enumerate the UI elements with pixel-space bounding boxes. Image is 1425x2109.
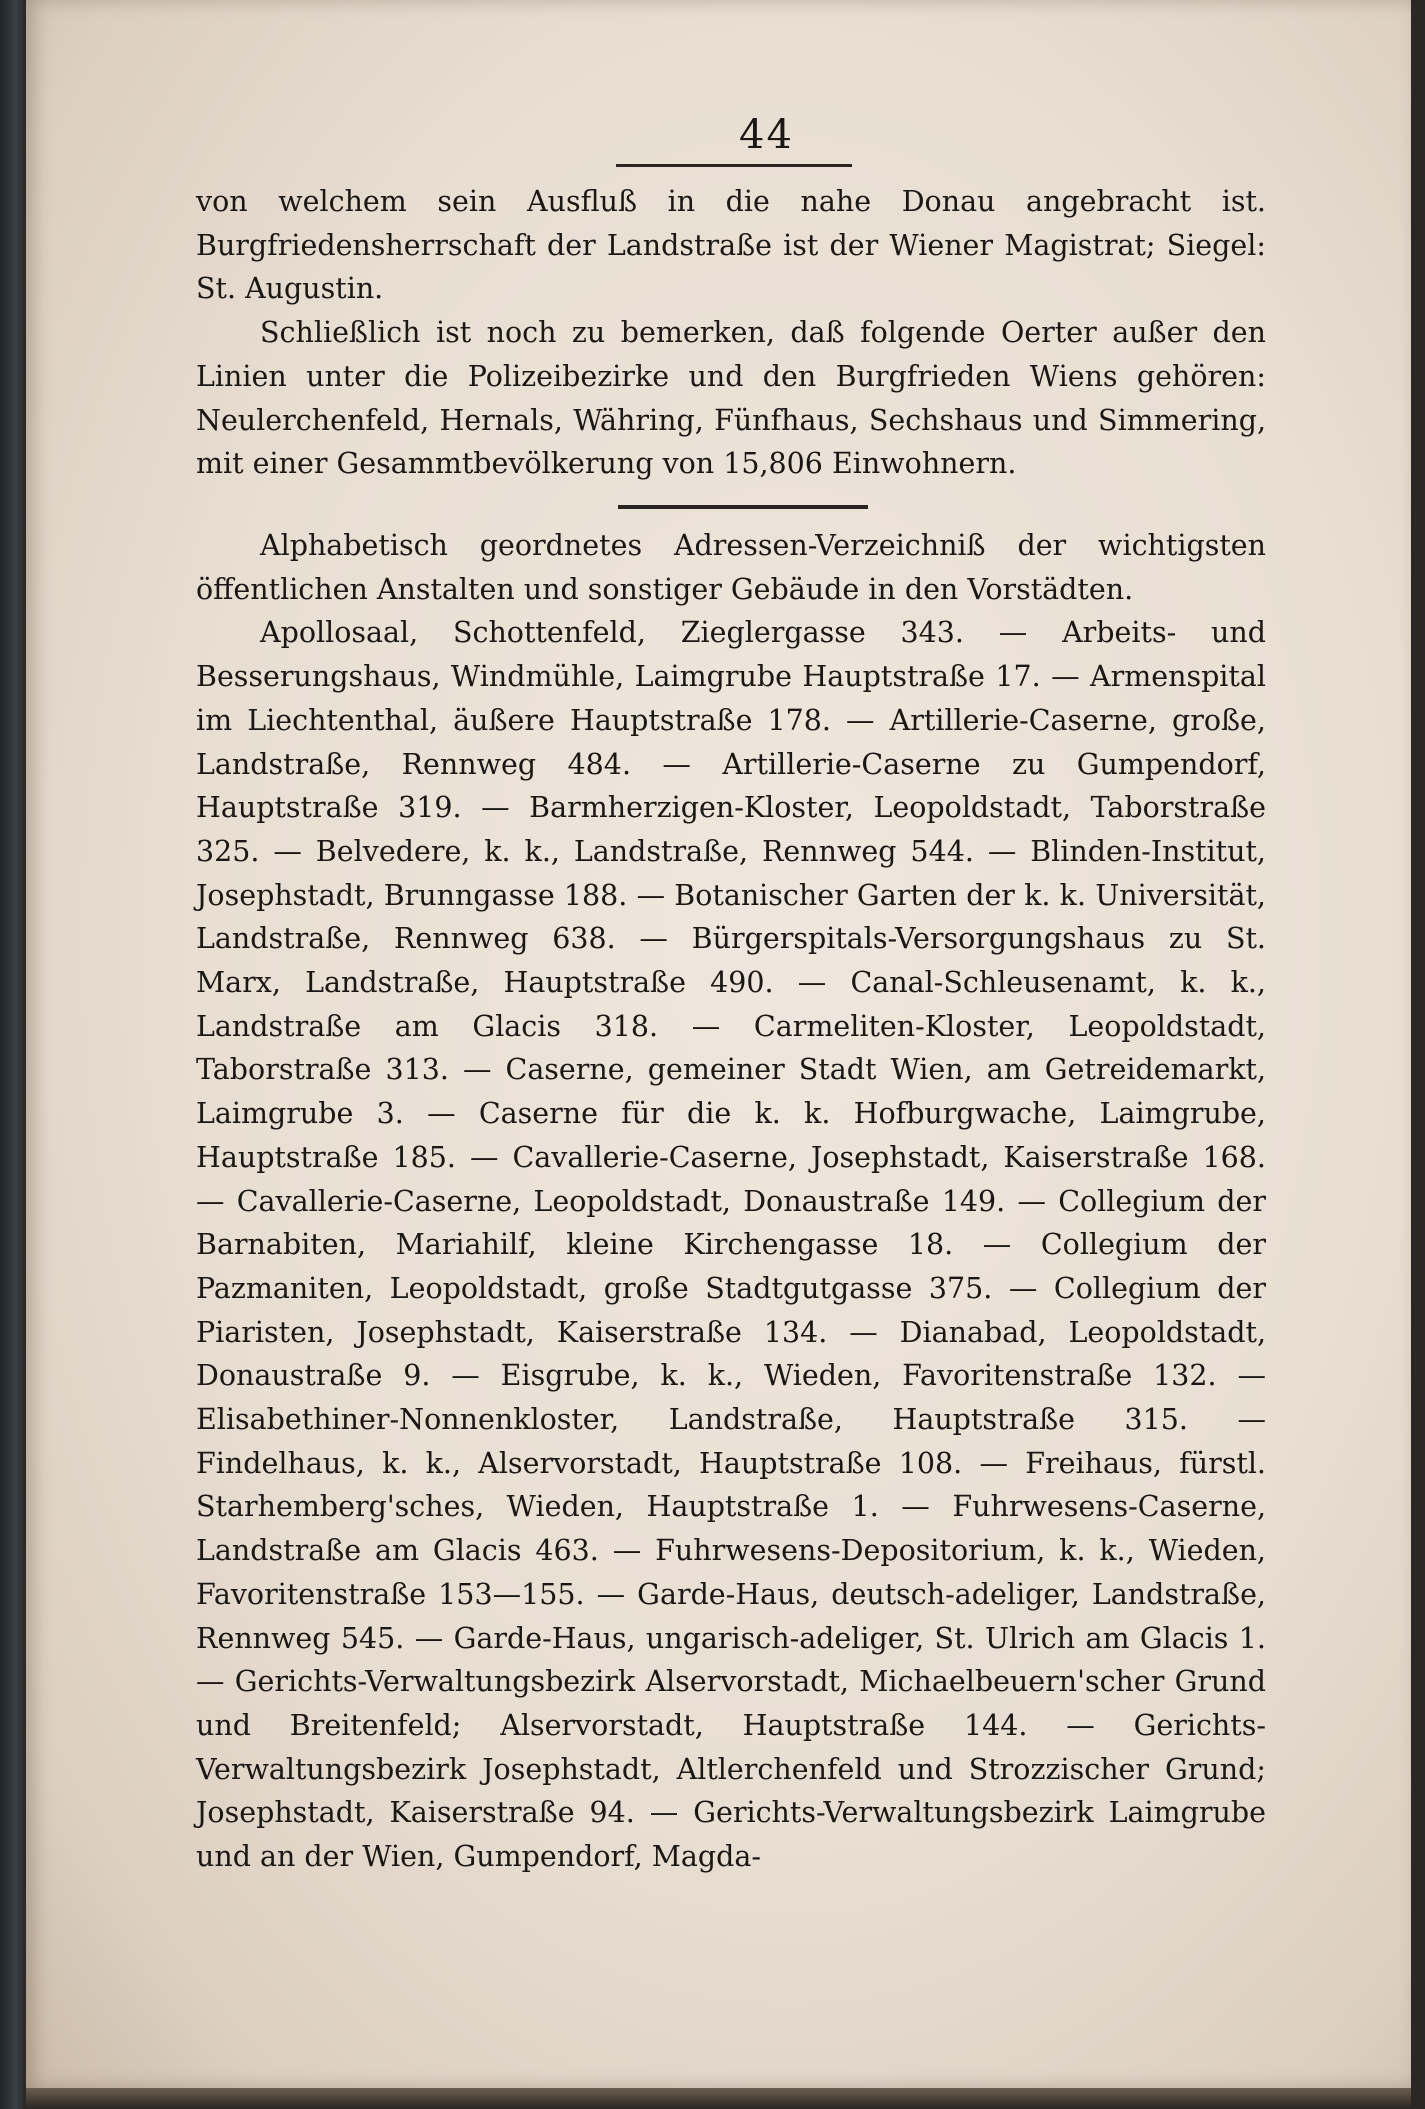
address-directory xyxy=(196,524,1266,1879)
text-block-top xyxy=(196,180,1266,486)
section-divider xyxy=(618,505,868,509)
paragraph: von welchem sein Ausfluß in die nahe Donau angebracht ist. Burgfriedensherrschaft der Landstraße ist der Wiener Magistrat; Siegel: St. Augustin. xyxy=(196,185,1266,306)
directory-entries: Apollosaal, Schottenfeld, Zieglergasse 343. — Arbeits- und Besserungshaus, Windmühle, Laimgrube Hauptstraße 17. — Armenspital im Liechtenthal, äußere Hauptstraße 178. — Artillerie-Caserne, große, Landstraße, Rennweg 484. — Artillerie-Caserne zu Gumpendorf, Hauptstraße 319. — Barmherzigen-Kloster, Leopoldstadt, Taborstraße 325. — Belvedere, k. k., Landstraße, Rennweg 544. — Blinden-Institut, Josephstadt, Brunngasse 188. — Botanischer Garten der k. k. Universität, Landstraße, Rennweg 638. — Bürgerspitals-Versorgungshaus zu St. Marx, Landstraße, Hauptstraße 490. — Canal-Schleusenamt, k. k., Landstraße am Glacis 318. — Carmeliten-Kloster, Leopoldstadt, Taborstraße 313. — Caserne, gemeiner Stadt Wien, am Getreidemarkt, Laimgrube 3. — Caserne für die k. k. Hofburgwache, Laimgrube, Hauptstraße 185. — Cavallerie-Caserne, Josephstadt, Kaiserstraße 168. — Cavallerie-Caserne, Leopoldstadt, Donaustraße 149. — Collegium der Barnabiten, Mariahilf, kleine Kirchengasse 18. — Collegium der Pazmaniten, Leopoldstadt, große Stadtgutgasse 375. — Collegium der Piaristen, Josephstadt, Kaiserstraße 134. — Dianabad, Leopoldstadt, Donaustraße 9. — Eisgrube, k. k., Wieden, Favoritenstraße 132. — Elisabethiner-Nonnenkloster, Landstraße, Hauptstraße 315. — Findelhaus, k. k., Alservorstadt, Hauptstraße 108. — Freihaus, fürstl. Starhemberg'sches, Wieden, Hauptstraße 1. — Fuhrwesens-Caserne, Landstraße am Glacis 463. — Fuhrwesens-Depositorium, k. k., Wieden, Favoritenstraße 153—155. — Garde-Haus, deutsch-adeliger, Landstraße, Rennweg 545. — Garde-Haus, ungarisch-adeliger, St. Ulrich am Glacis 1. — Gerichts-Verwaltungsbezirk Alservorstadt, Michaelbeuern'scher Grund und Breitenfeld; Alservorstadt, Hauptstraße 144. — Gerichts-Verwaltungsbezirk Josephstadt, Altlerchenfeld und Strozzischer Grund; Josephstadt, Kaiserstraße 94. — Gerichts-Verwaltungsbezirk Laimgrube und an der Wien, Gumpendorf, Magda- xyxy=(196,616,1266,1874)
page-number: 44 xyxy=(739,112,794,158)
page-bottom-edge xyxy=(26,2088,1411,2109)
header-rule xyxy=(616,164,852,167)
directory-heading: Alphabetisch geordnetes Adressen-Verzeichniß der wichtigsten öffentlichen Anstalten und sonstiger Gebäude in den Vorstädten. xyxy=(196,529,1266,606)
paragraph: Schließlich ist noch zu bemerken, daß folgende Oerter außer den Linien unter die Polizeibezirke und den Burgfrieden Wiens gehören: Neulerchenfeld, Hernals, Währing, Fünfhaus, Sechshaus und Simmering, mit einer Gesammtbevölkerung von 15,806 Einwohnern. xyxy=(196,316,1266,481)
book-binding xyxy=(0,0,26,2109)
